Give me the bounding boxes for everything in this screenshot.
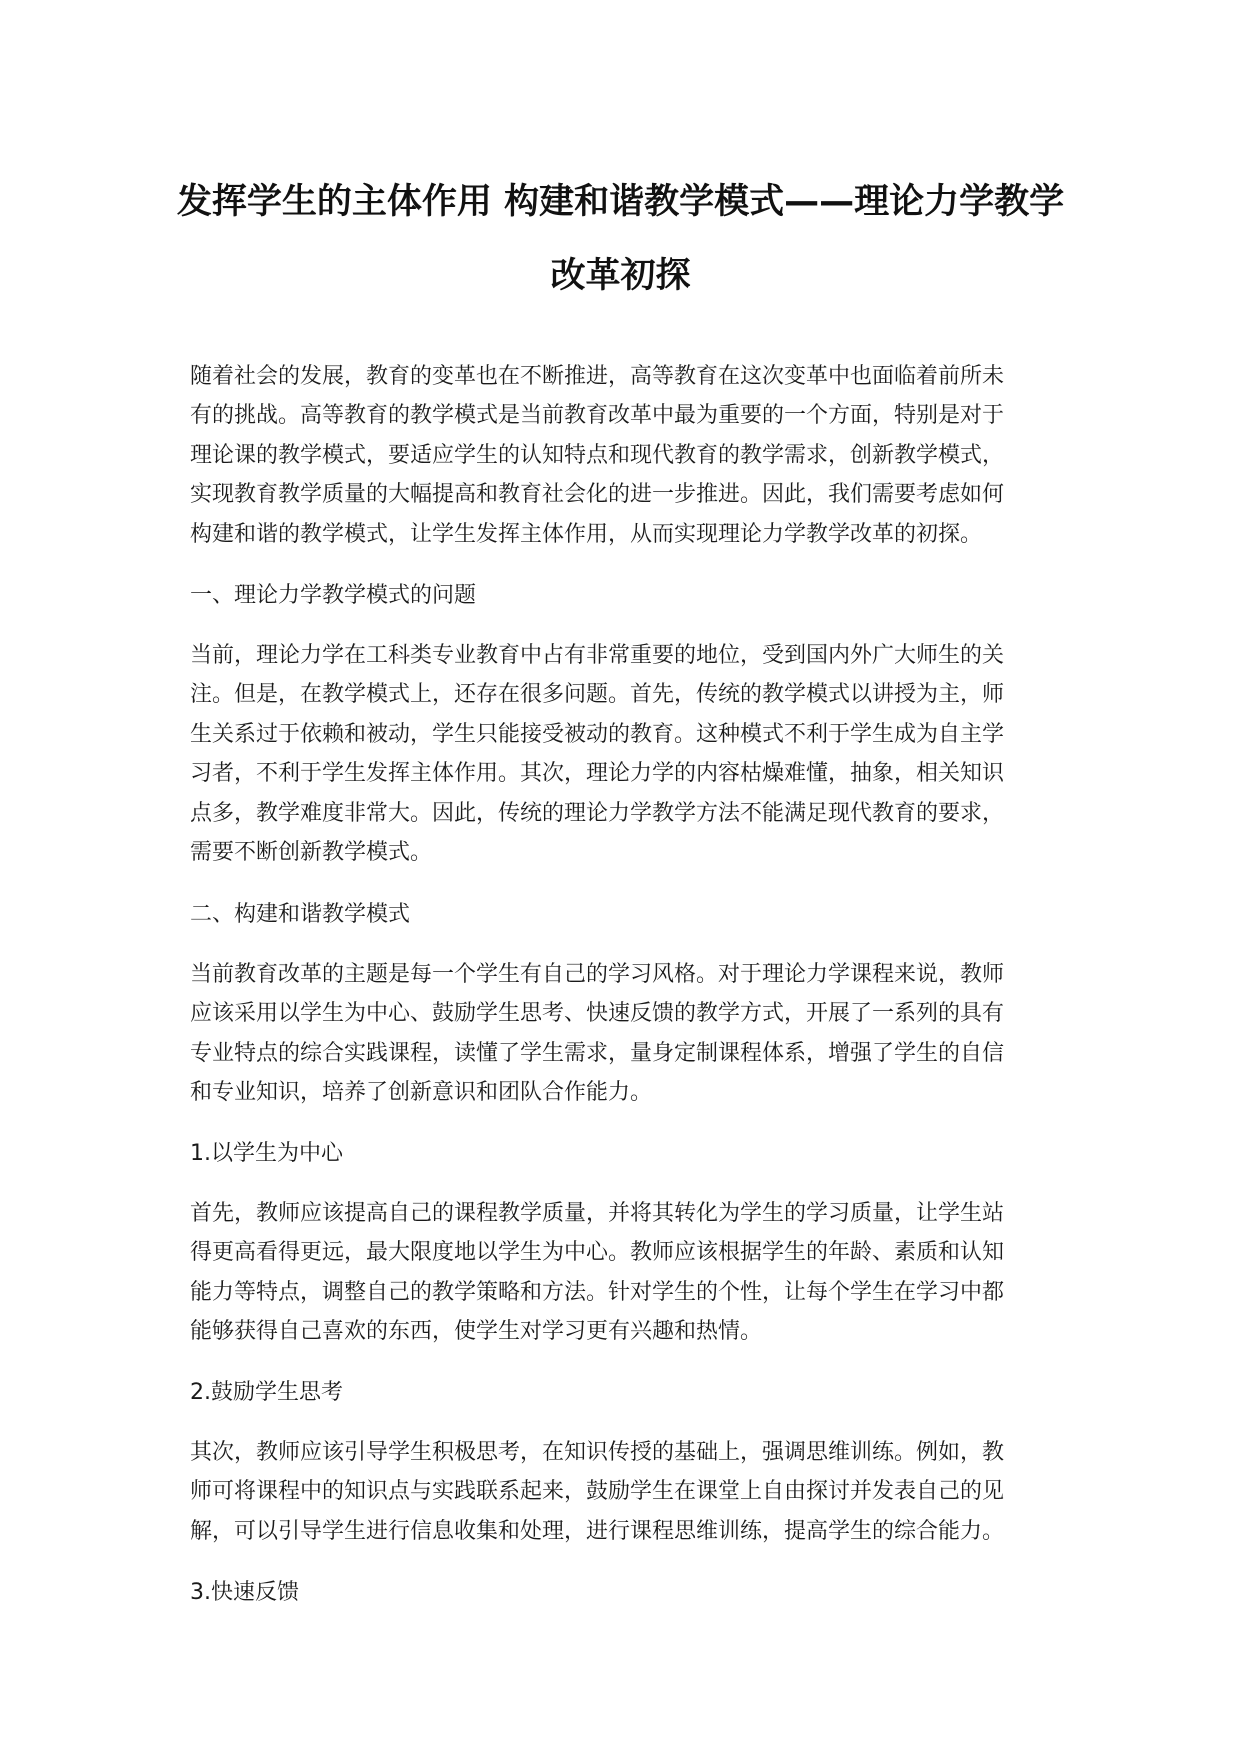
section-heading-1: 一、理论力学教学模式的问题 — [190, 583, 477, 608]
paragraph-line: 习者，不利于学生发挥主体作用。其次，理论力学的内容枯燥难懂，抽象，相关知识 — [190, 761, 1005, 787]
subsection-heading-1: 1.以学生为中心 — [190, 1141, 343, 1166]
paragraph-line: 生关系过于依赖和被动，学生只能接受被动的教育。这种模式不利于学生成为自主学 — [190, 721, 1005, 747]
document-title-line-2: 改革初探 — [550, 256, 691, 296]
paragraph-line: 能力等特点，调整自己的教学策略和方法。针对学生的个性，让每个学生在学习中都 — [190, 1279, 1005, 1305]
paragraph-student-centered — [190, 1194, 1054, 1352]
paragraph-line: 注。但是，在教学模式上，还存在很多问题。首先，传统的教学模式以讲授为主，师 — [190, 682, 1005, 708]
paragraph-line: 专业特点的综合实践课程，读懂了学生需求，量身定制课程体系，增强了学生的自信 — [190, 1040, 1005, 1066]
paragraph-line: 有的挑战。高等教育的教学模式是当前教育改革中最为重要的一个方面，特别是对于 — [190, 403, 1005, 429]
subsection-heading-3: 3.快速反馈 — [190, 1580, 299, 1605]
paragraph-line: 能够获得自己喜欢的东西，使学生对学习更有兴趣和热情。 — [190, 1319, 763, 1345]
paragraph-line: 得更高看得更远，最大限度地以学生为中心。教师应该根据学生的年龄、素质和认知 — [190, 1240, 1005, 1266]
paragraph-line: 和专业知识，培养了创新意识和团队合作能力。 — [190, 1080, 653, 1106]
section-heading-2: 二、构建和谐教学模式 — [190, 902, 411, 927]
paragraph-intro — [190, 357, 1054, 554]
paragraph-harmonious-model — [190, 955, 1054, 1113]
subsection-heading-2: 2.鼓励学生思考 — [190, 1380, 343, 1405]
paragraph-line: 首先，教师应该提高自己的课程教学质量，并将其转化为学生的学习质量，让学生站 — [190, 1201, 1005, 1226]
paragraph-line: 实现教育教学质量的大幅提高和教育社会化的进一步推进。因此，我们需要考虑如何 — [190, 482, 1005, 508]
paragraph-line: 需要不断创新教学模式。 — [190, 840, 433, 866]
paragraph-line: 构建和谐的教学模式，让学生发挥主体作用，从而实现理论力学教学改革的初探。 — [190, 521, 983, 547]
paragraph-line: 当前，理论力学在工科类专业教育中占有非常重要的地位，受到国内外广大师生的关 — [190, 643, 1005, 668]
paragraph-line: 点多，教学难度非常大。因此，传统的理论力学教学方法不能满足现代教育的要求， — [190, 800, 1005, 826]
paragraph-line: 其次，教师应该引导学生积极思考，在知识传授的基础上，强调思维训练。例如，教 — [190, 1440, 1005, 1465]
paragraph-encourage-thinking — [190, 1433, 1054, 1551]
paragraph-line: 应该采用以学生为中心、鼓励学生思考、快速反馈的教学方式，开展了一系列的具有 — [190, 1001, 1005, 1027]
paragraph-line: 理论课的教学模式，要适应学生的认知特点和现代教育的教学需求，创新教学模式， — [190, 442, 1005, 468]
paragraph-line: 解，可以引导学生进行信息收集和处理，进行课程思维训练，提高学生的综合能力。 — [190, 1518, 1005, 1544]
paragraph-line: 随着社会的发展，教育的变革也在不断推进，高等教育在这次变革中也面临着前所未 — [190, 364, 1005, 389]
paragraph-line: 师可将课程中的知识点与实践联系起来，鼓励学生在课堂上自由探讨并发表自己的见 — [190, 1479, 1005, 1505]
paragraph-line: 当前教育改革的主题是每一个学生有自己的学习风格。对于理论力学课程来说，教师 — [190, 962, 1005, 987]
paragraph-problems — [190, 636, 1054, 872]
document-title-line-1: 发挥学生的主体作用 构建和谐教学模式——理论力学教学 — [176, 182, 1065, 222]
